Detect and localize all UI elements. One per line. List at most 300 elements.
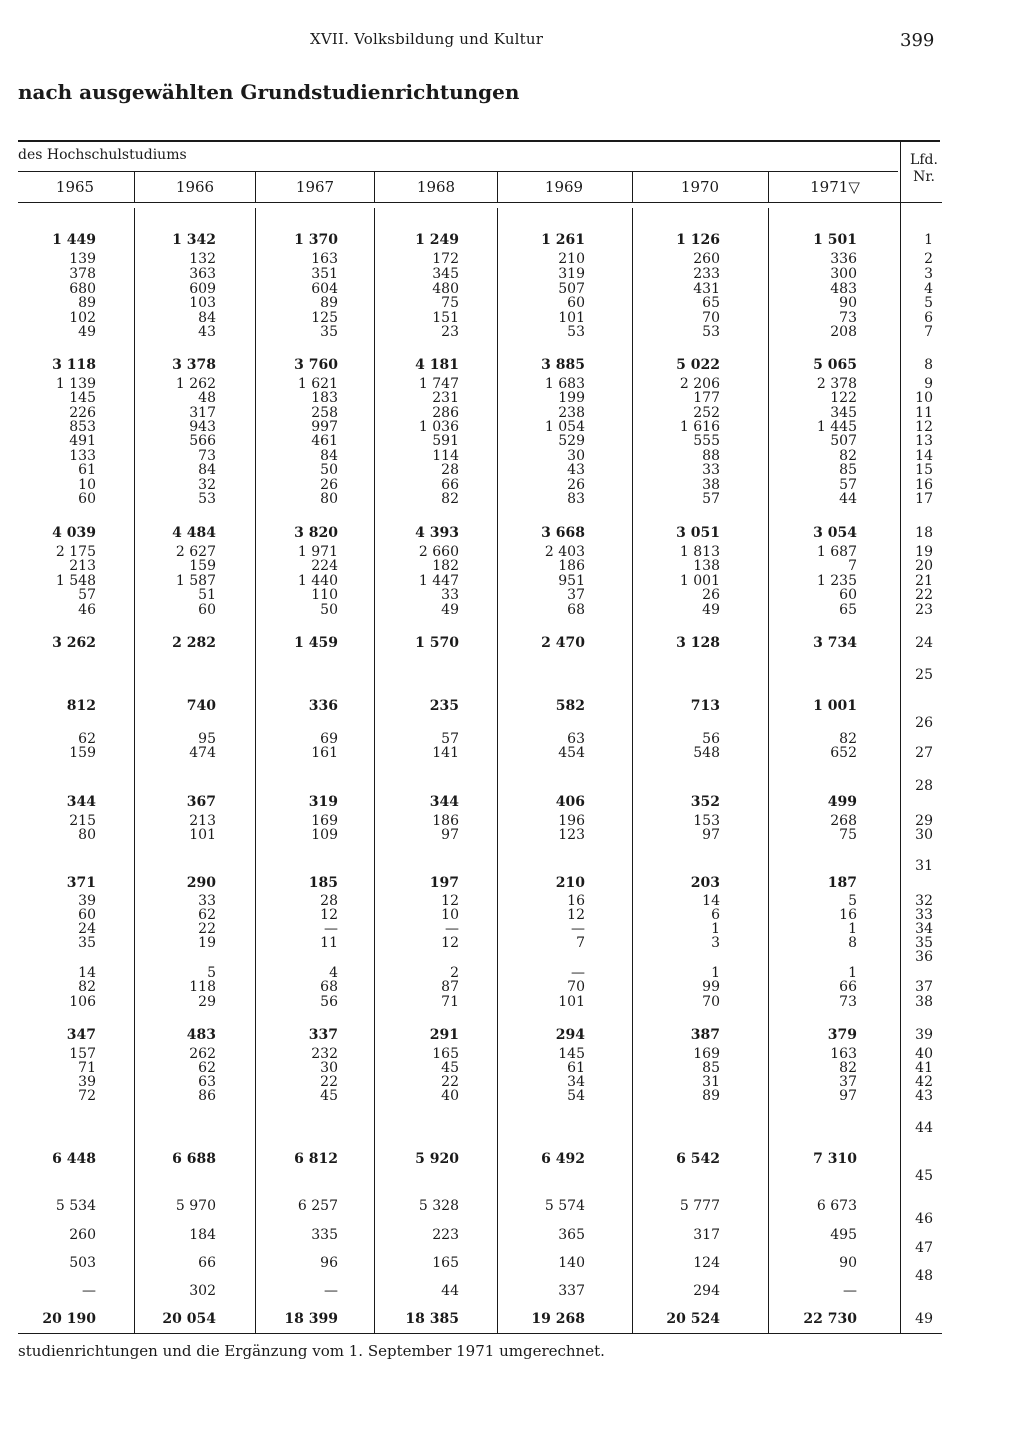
- table-cell: 31: [702, 1074, 720, 1090]
- table-cell: 347: [66, 1027, 96, 1043]
- table-cell: 3 760: [294, 357, 338, 373]
- table-cell: 3 054: [813, 525, 857, 541]
- table-cell: 252: [693, 405, 720, 421]
- table-cell: 238: [558, 405, 585, 421]
- table-cell: 28: [320, 893, 338, 909]
- nr-header-line: Nr.: [913, 169, 935, 185]
- row-number: 44: [915, 1120, 933, 1136]
- table-cell: —: [445, 921, 459, 937]
- table-cell: 71: [78, 1060, 96, 1076]
- table-cell: 6 492: [541, 1151, 585, 1167]
- row-number: 46: [915, 1211, 933, 1227]
- table-cell: 14: [78, 965, 96, 981]
- table-cell: 97: [441, 827, 459, 843]
- table-cell: 4: [329, 965, 338, 981]
- table-cell: 951: [558, 573, 585, 589]
- row-number: 49: [915, 1311, 933, 1327]
- lfd-nr-header: [906, 152, 942, 186]
- table-cell: 16: [567, 893, 585, 909]
- table-cell: 5 920: [415, 1151, 459, 1167]
- table-cell: 82: [78, 979, 96, 995]
- table-cell: 1 054: [544, 419, 585, 435]
- table-cell: 35: [78, 935, 96, 951]
- table-cell: 1 001: [679, 573, 720, 589]
- table-cell: 44: [839, 491, 857, 507]
- table-cell: 609: [189, 281, 216, 297]
- table-cell: 39: [78, 1074, 96, 1090]
- table-cell: 185: [308, 875, 338, 891]
- table-cell: 14: [702, 893, 720, 909]
- row-number: 15: [915, 462, 933, 478]
- table-cell: 335: [311, 1227, 338, 1243]
- table-cell: 223: [432, 1227, 459, 1243]
- table-cell: 213: [69, 558, 96, 574]
- table-cell: 652: [830, 745, 857, 761]
- row-number: 33: [915, 907, 933, 923]
- table-cell: 3 734: [813, 635, 857, 651]
- table-cell: 294: [693, 1283, 720, 1299]
- row-number: 21: [915, 573, 933, 589]
- table-cell: 853: [69, 419, 96, 435]
- table-cell: 63: [567, 731, 585, 747]
- row-number: 19: [915, 544, 933, 560]
- table-cell: 26: [702, 587, 720, 603]
- table-cell: 1 747: [418, 376, 459, 392]
- table-cell: 317: [189, 405, 216, 421]
- table-cell: 54: [567, 1088, 585, 1104]
- row-number: 36: [915, 949, 933, 965]
- table-cell: 604: [311, 281, 338, 297]
- table-cell: 33: [702, 462, 720, 478]
- table-cell: 37: [839, 1074, 857, 1090]
- table-cell: 53: [567, 324, 585, 340]
- table-cell: 232: [311, 1046, 338, 1062]
- table-cell: 60: [567, 295, 585, 311]
- table-cell: 7: [576, 935, 585, 951]
- table-cell: 114: [432, 448, 459, 464]
- row-number: 10: [915, 390, 933, 406]
- table-cell: 49: [702, 602, 720, 618]
- table-cell: 215: [69, 813, 96, 829]
- row-number: 18: [915, 525, 933, 541]
- row-number: 37: [915, 979, 933, 995]
- table-cell: 82: [839, 731, 857, 747]
- year-header: 1968: [416, 178, 456, 196]
- table-cell: 20 524: [666, 1311, 720, 1327]
- table-cell: 12: [567, 907, 585, 923]
- table-cell: 1 261: [541, 232, 585, 248]
- table-cell: 103: [189, 295, 216, 311]
- table-cell: 1 971: [297, 544, 338, 560]
- table-cell: 6: [711, 907, 720, 923]
- table-cell: —: [82, 1283, 96, 1299]
- table-cell: 367: [186, 794, 216, 810]
- table-cell: 7 310: [813, 1151, 857, 1167]
- table-cell: 713: [690, 698, 720, 714]
- table-cell: 70: [702, 994, 720, 1010]
- table-cell: 73: [839, 994, 857, 1010]
- table-cell: 196: [558, 813, 585, 829]
- table-cell: 24: [78, 921, 96, 937]
- table-cell: 3 128: [676, 635, 720, 651]
- table-cell: 80: [78, 827, 96, 843]
- table-cell: 291: [429, 1027, 459, 1043]
- table-cell: 90: [839, 1255, 857, 1271]
- table-cell: 157: [69, 1046, 96, 1062]
- table-cell: 40: [441, 1088, 459, 1104]
- table-cell: 1 687: [816, 544, 857, 560]
- table-cell: 87: [441, 979, 459, 995]
- table-cell: 378: [69, 266, 96, 282]
- table-cell: 85: [839, 462, 857, 478]
- row-number: 47: [915, 1240, 933, 1256]
- table-cell: 30: [567, 448, 585, 464]
- table-cell: 84: [198, 462, 216, 478]
- table-cell: 2 378: [816, 376, 857, 392]
- table-cell: 12: [441, 935, 459, 951]
- table-cell: 5: [848, 893, 857, 909]
- year-header: 1967: [295, 178, 335, 196]
- table-cell: 23: [441, 324, 459, 340]
- table-cell: 48: [198, 390, 216, 406]
- table-cell: 337: [558, 1283, 585, 1299]
- table-cell: 317: [693, 1227, 720, 1243]
- table-cell: 300: [830, 266, 857, 282]
- table-cell: 169: [693, 1046, 720, 1062]
- row-number: 17: [915, 491, 933, 507]
- table-cell: 4 393: [415, 525, 459, 541]
- table-cell: 57: [839, 477, 857, 493]
- row-number: 29: [915, 813, 933, 829]
- table-cell: 4 039: [52, 525, 96, 541]
- table-cell: 582: [555, 698, 585, 714]
- table-cell: 1 440: [297, 573, 338, 589]
- table-cell: 294: [555, 1027, 585, 1043]
- row-number: 28: [915, 778, 933, 794]
- table-cell: 5 970: [175, 1198, 216, 1214]
- table-cell: 75: [441, 295, 459, 311]
- table-cell: 132: [189, 251, 216, 267]
- row-number: 31: [915, 858, 933, 874]
- table-cell: 480: [432, 281, 459, 297]
- table-cell: 555: [693, 433, 720, 449]
- table-cell: 208: [830, 324, 857, 340]
- table-cell: 566: [189, 433, 216, 449]
- table-cell: 197: [429, 875, 459, 891]
- table-cell: 50: [320, 462, 338, 478]
- table-cell: 61: [78, 462, 96, 478]
- table-cell: 50: [320, 602, 338, 618]
- footnote: studienrichtungen und die Ergänzung vom 1. September 1971 umgerechnet.: [18, 1342, 605, 1360]
- table-cell: 4 484: [172, 525, 216, 541]
- table-cell: 73: [839, 310, 857, 326]
- table-cell: 943: [189, 419, 216, 435]
- table-cell: 233: [693, 266, 720, 282]
- table-cell: 49: [78, 324, 96, 340]
- table-cell: 118: [189, 979, 216, 995]
- table-cell: 1 501: [813, 232, 857, 248]
- table-cell: 1 683: [544, 376, 585, 392]
- table-cell: 6 673: [816, 1198, 857, 1214]
- table-cell: 39: [78, 893, 96, 909]
- table-cell: 1 570: [415, 635, 459, 651]
- table-cell: 101: [189, 827, 216, 843]
- table-cell: —: [571, 921, 585, 937]
- table-cell: —: [324, 1283, 338, 1299]
- table-cell: 32: [198, 477, 216, 493]
- table-cell: 60: [839, 587, 857, 603]
- table-cell: 344: [66, 794, 96, 810]
- table-cell: 474: [189, 745, 216, 761]
- table-cell: 80: [320, 491, 338, 507]
- table-cell: 483: [186, 1027, 216, 1043]
- table-cell: 145: [69, 390, 96, 406]
- table-cell: 503: [69, 1255, 96, 1271]
- table-cell: 379: [827, 1027, 857, 1043]
- year-header: 1970: [680, 178, 720, 196]
- table-cell: 72: [78, 1088, 96, 1104]
- table-cell: 61: [567, 1060, 585, 1076]
- table-cell: 210: [558, 251, 585, 267]
- table-cell: 591: [432, 433, 459, 449]
- table-cell: 83: [567, 491, 585, 507]
- table-cell: 5 777: [679, 1198, 720, 1214]
- column-rule: [497, 172, 498, 202]
- table-cell: 187: [827, 875, 857, 891]
- header-divider-rule: [18, 171, 898, 172]
- table-cell: 740: [186, 698, 216, 714]
- table-cell: 454: [558, 745, 585, 761]
- table-cell: 812: [66, 698, 96, 714]
- year-header: 1969: [544, 178, 584, 196]
- table-cell: 82: [441, 491, 459, 507]
- table-cell: 28: [441, 462, 459, 478]
- table-cell: 57: [78, 587, 96, 603]
- table-cell: 286: [432, 405, 459, 421]
- table-cell: 125: [311, 310, 338, 326]
- table-cell: 3 118: [52, 357, 96, 373]
- table-cell: 19: [198, 935, 216, 951]
- table-cell: 12: [320, 907, 338, 923]
- column-rule: [768, 172, 769, 202]
- table-cell: 2 660: [418, 544, 459, 560]
- table-cell: 345: [432, 266, 459, 282]
- table-cell: 1 445: [816, 419, 857, 435]
- table-cell: 34: [567, 1074, 585, 1090]
- table-cell: 336: [830, 251, 857, 267]
- table-cell: 102: [69, 310, 96, 326]
- table-cell: 56: [320, 994, 338, 1010]
- table-cell: 70: [567, 979, 585, 995]
- table-cell: 336: [308, 698, 338, 714]
- table-cell: 177: [693, 390, 720, 406]
- table-cell: 499: [827, 794, 857, 810]
- table-cell: 97: [702, 827, 720, 843]
- row-number: 32: [915, 893, 933, 909]
- table-cell: 235: [429, 698, 459, 714]
- table-cell: 43: [198, 324, 216, 340]
- table-cell: 49: [441, 602, 459, 618]
- page-number: 399: [900, 30, 935, 51]
- row-number: 41: [915, 1060, 933, 1076]
- row-number: 8: [924, 357, 933, 373]
- table-cell: 186: [432, 813, 459, 829]
- table-cell: 53: [198, 491, 216, 507]
- table-cell: 123: [558, 827, 585, 843]
- year-header: 1966: [175, 178, 215, 196]
- table-cell: 90: [839, 295, 857, 311]
- table-cell: 145: [558, 1046, 585, 1062]
- table-cell: 153: [693, 813, 720, 829]
- row-number: 6: [924, 310, 933, 326]
- year-header: 1971▽: [810, 178, 860, 196]
- table-cell: 165: [432, 1255, 459, 1271]
- table-cell: 20 190: [42, 1311, 96, 1327]
- table-cell: 16: [839, 907, 857, 923]
- row-number: 34: [915, 921, 933, 937]
- table-cell: 2 470: [541, 635, 585, 651]
- table-cell: 84: [198, 310, 216, 326]
- table-cell: 345: [830, 405, 857, 421]
- table-cell: 1 126: [676, 232, 720, 248]
- table-cell: 62: [78, 731, 96, 747]
- table-cell: 53: [702, 324, 720, 340]
- row-number: 23: [915, 602, 933, 618]
- row-number: 24: [915, 635, 933, 651]
- table-cell: 62: [198, 1060, 216, 1076]
- table-cell: 82: [839, 448, 857, 464]
- table-cell: 507: [830, 433, 857, 449]
- table-cell: 3 378: [172, 357, 216, 373]
- table-cell: 4 181: [415, 357, 459, 373]
- table-cell: 151: [432, 310, 459, 326]
- table-top-rule: [18, 140, 940, 142]
- table-cell: 57: [702, 491, 720, 507]
- table-cell: 56: [702, 731, 720, 747]
- table-cell: 6 257: [297, 1198, 338, 1214]
- table-cell: —: [571, 965, 585, 981]
- row-number: 20: [915, 558, 933, 574]
- table-cell: 260: [69, 1227, 96, 1243]
- table-cell: 182: [432, 558, 459, 574]
- table-cell: 65: [702, 295, 720, 311]
- table-cell: 69: [320, 731, 338, 747]
- table-cell: 258: [311, 405, 338, 421]
- table-cell: 124: [693, 1255, 720, 1271]
- table-cell: 68: [567, 602, 585, 618]
- table-cell: 99: [702, 979, 720, 995]
- table-cell: 66: [198, 1255, 216, 1271]
- table-cell: 19 268: [531, 1311, 585, 1327]
- table-cell: 84: [320, 448, 338, 464]
- table-cell: 387: [690, 1027, 720, 1043]
- table-cell: 371: [66, 875, 96, 891]
- table-cell: 2 175: [55, 544, 96, 560]
- table-cell: 1 616: [679, 419, 720, 435]
- table-cell: 1: [711, 921, 720, 937]
- table-cell: 45: [320, 1088, 338, 1104]
- table-cell: 75: [839, 827, 857, 843]
- table-cell: 10: [441, 907, 459, 923]
- table-cell: 97: [839, 1088, 857, 1104]
- table-cell: 5 328: [418, 1198, 459, 1214]
- table-cell: 491: [69, 433, 96, 449]
- table-cell: 363: [189, 266, 216, 282]
- table-cell: 5 022: [676, 357, 720, 373]
- row-number: 27: [915, 745, 933, 761]
- lfd-column-rule: [900, 141, 901, 1334]
- table-cell: 140: [558, 1255, 585, 1271]
- table-cell: 186: [558, 558, 585, 574]
- row-number: 22: [915, 587, 933, 603]
- table-cell: 8: [848, 935, 857, 951]
- lfd-header-line: Lfd.: [910, 152, 938, 168]
- table-cell: 351: [311, 266, 338, 282]
- table-cell: 7: [848, 558, 857, 574]
- table-cell: 507: [558, 281, 585, 297]
- page-header-title: XVII. Volksbildung und Kultur: [310, 30, 544, 48]
- table-cell: 483: [830, 281, 857, 297]
- table-cell: 5: [207, 965, 216, 981]
- table-cell: 71: [441, 994, 459, 1010]
- table-cell: 33: [441, 587, 459, 603]
- table-cell: 1: [848, 965, 857, 981]
- table-cell: 268: [830, 813, 857, 829]
- table-cell: 88: [702, 448, 720, 464]
- table-cell: 406: [555, 794, 585, 810]
- table-cell: 3 051: [676, 525, 720, 541]
- table-cell: 26: [567, 477, 585, 493]
- table-cell: 352: [690, 794, 720, 810]
- row-number: 45: [915, 1168, 933, 1184]
- table-cell: 1 036: [418, 419, 459, 435]
- table-cell: 213: [189, 813, 216, 829]
- table-cell: 365: [558, 1227, 585, 1243]
- table-cell: 138: [693, 558, 720, 574]
- table-cell: 22 730: [803, 1311, 857, 1327]
- table-cell: 6 542: [676, 1151, 720, 1167]
- table-cell: 302: [189, 1283, 216, 1299]
- table-cell: 109: [311, 827, 338, 843]
- table-cell: —: [324, 921, 338, 937]
- table-cell: 6 812: [294, 1151, 338, 1167]
- row-number: 4: [924, 281, 933, 297]
- row-number: 7: [924, 324, 933, 340]
- table-cell: 529: [558, 433, 585, 449]
- table-cell: 29: [198, 994, 216, 1010]
- table-cell: 1 449: [52, 232, 96, 248]
- table-cell: 1 342: [172, 232, 216, 248]
- row-number: 14: [915, 448, 933, 464]
- table-cell: 159: [69, 745, 96, 761]
- table-cell: 60: [78, 491, 96, 507]
- table-cell: 89: [78, 295, 96, 311]
- table-cell: 30: [320, 1060, 338, 1076]
- table-cell: 35: [320, 324, 338, 340]
- table-cell: 1 813: [679, 544, 720, 560]
- table-cell: 344: [429, 794, 459, 810]
- table-cell: 997: [311, 419, 338, 435]
- table-cell: 461: [311, 433, 338, 449]
- table-cell: 57: [441, 731, 459, 747]
- table-cell: 82: [839, 1060, 857, 1076]
- table-cell: 5 574: [544, 1198, 585, 1214]
- table-cell: 262: [189, 1046, 216, 1062]
- column-rule: [632, 172, 633, 202]
- table-cell: 86: [198, 1088, 216, 1104]
- table-cell: 169: [311, 813, 338, 829]
- table-cell: 203: [690, 875, 720, 891]
